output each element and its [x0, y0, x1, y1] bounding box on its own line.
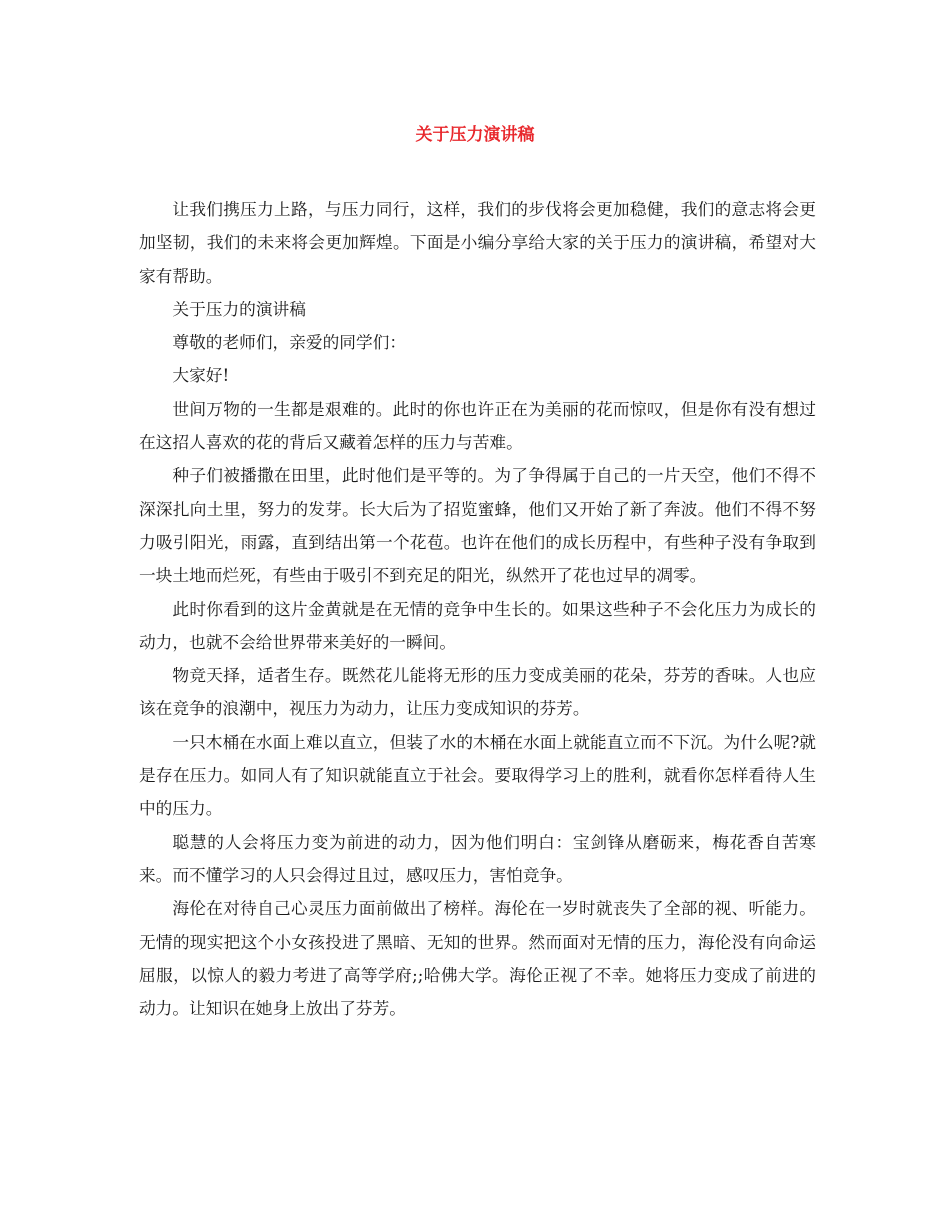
- paragraph: 一只木桶在水面上难以直立，但装了水的木桶在水面上就能直立而不下沉。为什么呢?就是存在压力。如同人有了知识就能直立于社会。要取得学习上的胜利，就看你怎样看待人生中的压力。: [139, 731, 816, 819]
- paragraph: 种子们被播撒在田里，此时他们是平等的。为了争得属于自己的一片天空，他们不得不深深扎向土里，努力的发芽。长大后为了招览蜜蜂，他们又开始了新了奔波。他们不得不努力吸引阳光，雨露，直到结出第一个花苞。也许在他们的成长历程中，有些种子没有争取到一块土地而烂死，有些由于吸引不到充足的阳光，纵然开了花也过早的凋零。: [139, 465, 816, 586]
- paragraph: 聪慧的人会将压力变为前进的动力，因为他们明白：宝剑锋从磨砺来，梅花香自苦寒来。而不懂学习的人只会得过且过，感叹压力，害怕竞争。: [139, 831, 816, 885]
- paragraph: 物竞天择，适者生存。既然花儿能将无形的压力变成美丽的花朵，芬芳的香味。人也应该在竞争的浪潮中，视压力为动力，让压力变成知识的芬芳。: [139, 665, 816, 719]
- document-title: 关于压力演讲稿: [415, 125, 535, 145]
- paragraph-intro: 让我们携压力上路，与压力同行，这样，我们的步伐将会更加稳健，我们的意志将会更加坚韧，我们的未来将会更加辉煌。下面是小编分享给大家的关于压力的演讲稿，希望对大家有帮助。: [139, 199, 816, 286]
- paragraph: 世间万物的一生都是艰难的。此时的你也许正在为美丽的花而惊叹，但是你有没有想过在这招人喜欢的花的背后又藏着怎样的压力与苦难。: [139, 398, 816, 453]
- paragraph: 此时你看到的这片金黄就是在无情的竞争中生长的。如果这些种子不会化压力为成长的动力，也就不会给世界带来美好的一瞬间。: [139, 598, 816, 652]
- paragraph-salutation: 尊敬的老师们，亲爱的同学们：: [172, 332, 407, 353]
- paragraph-subtitle: 关于压力的演讲稿: [172, 298, 306, 319]
- paragraph: 海伦在对待自己心灵压力面前做出了榜样。海伦在一岁时就丧失了全部的视、听能力。无情的现实把这个小女孩投进了黑暗、无知的世界。然而面对无情的压力，海伦没有向命运屈服，以惊人的毅力考进了高等学府;;哈佛大学。海伦正视了不幸。她将压力变成了前进的动力。让知识在她身上放出了芬芳。: [139, 898, 816, 1019]
- document-body: [139, 193, 816, 1025]
- paragraph-greeting: 大家好!: [172, 365, 230, 386]
